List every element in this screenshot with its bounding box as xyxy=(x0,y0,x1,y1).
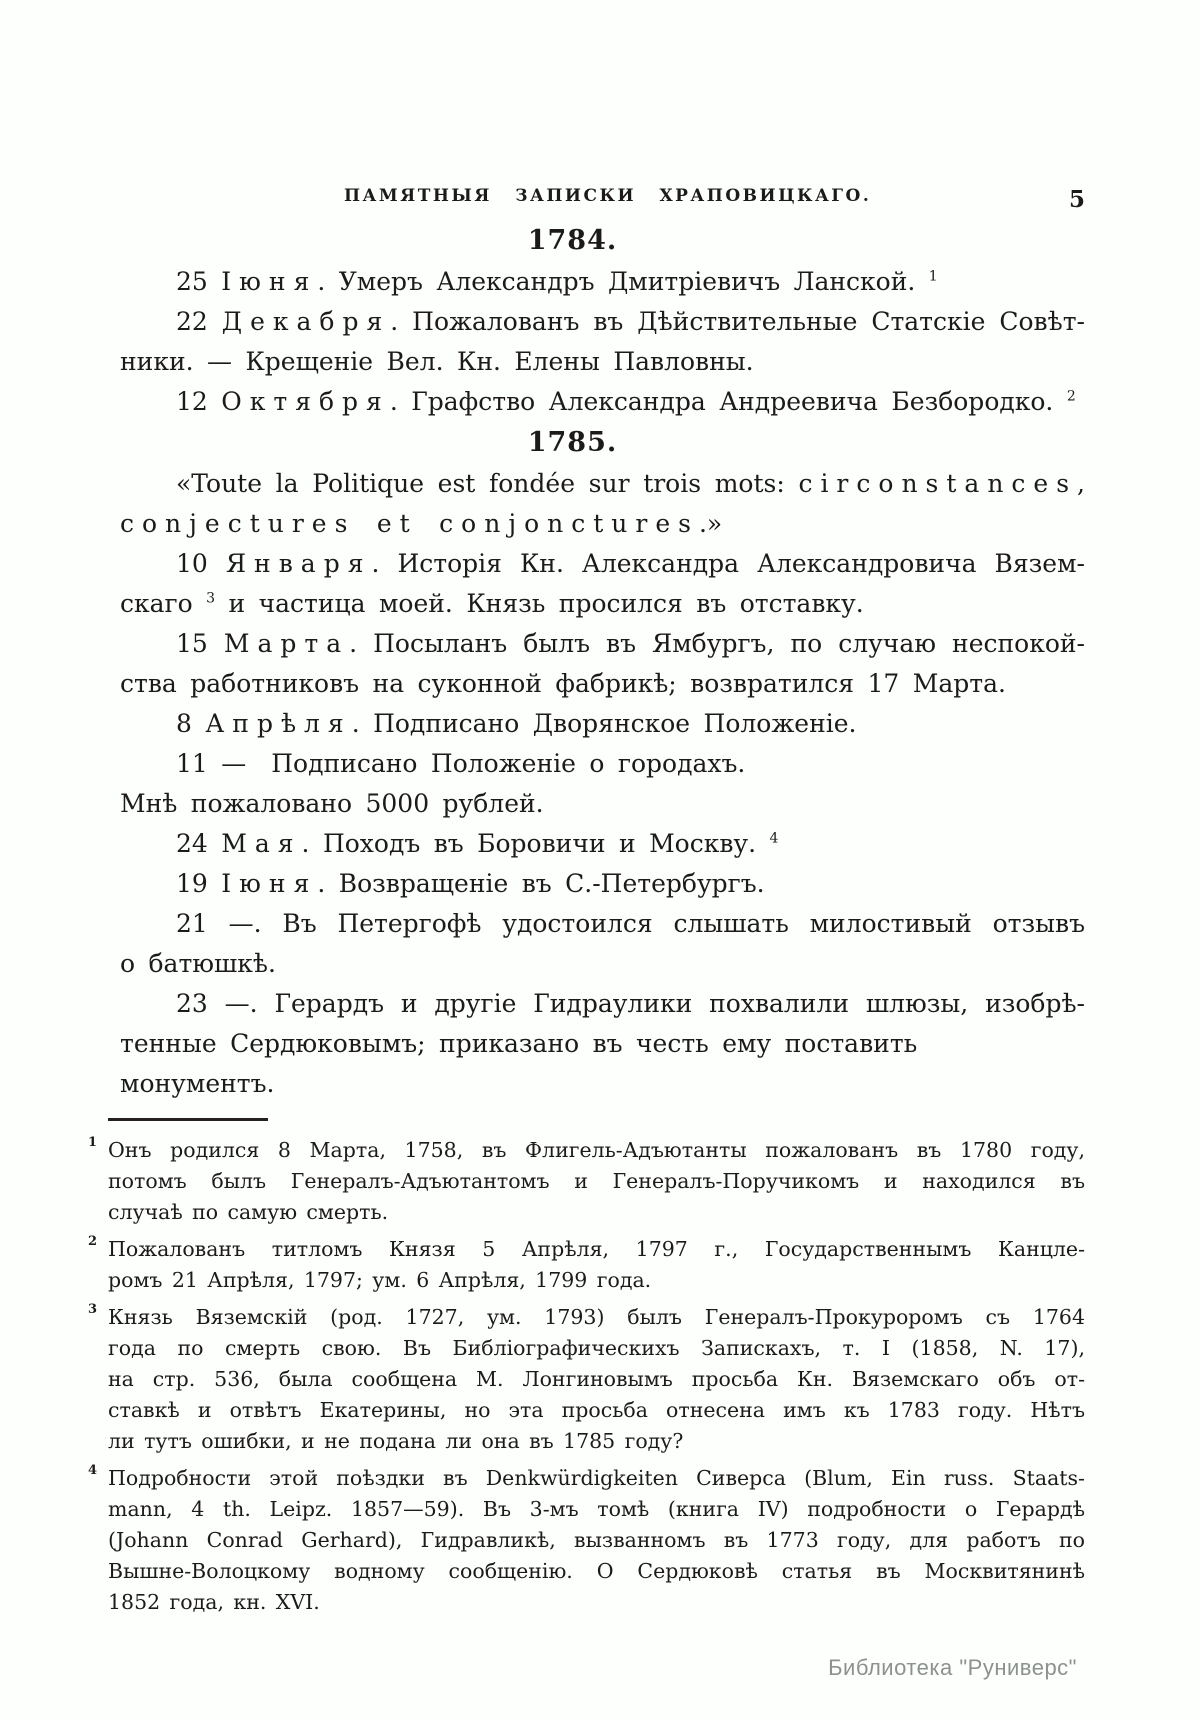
text-line: ства работниковъ на суконной фабрикѣ; возвратился 17 Марта. xyxy=(120,669,1006,698)
text-line: conjectures et conjonctures.» xyxy=(120,509,723,538)
text-block xyxy=(88,220,1085,1624)
text-line: 8 Апрѣля. Подписано Дворянское Положеніе. xyxy=(176,709,857,738)
text-line: «Toute la Politique est fondée sur trois mots: circonstances, xyxy=(176,469,1085,498)
text-line: тенные Сердюковымъ; приказано въ честь ему поставить монументъ. xyxy=(120,1029,918,1098)
footnotes xyxy=(88,1135,1085,1618)
footnote-line: на стр. 536, была сообщена М. Лонгиновымъ просьба Кн. Вяземскаго объ от- xyxy=(108,1367,1085,1391)
text-line: 22 Декабря. Пожалованъ въ Дѣйствительные Статскіе Совѣт- xyxy=(176,307,1085,336)
footnote-line: ли тутъ ошибки, и не подана ли она въ 1785 году? xyxy=(108,1429,684,1453)
text-line: 11 — Подписано Положеніе о городахъ. xyxy=(176,749,746,778)
page-body xyxy=(120,222,1085,1104)
text-line: Мнѣ пожаловано 5000 рублей. xyxy=(120,789,544,818)
footnote xyxy=(88,1302,1085,1457)
text-line: ники. — Крещеніе Вел. Кн. Елены Павловны. xyxy=(120,347,754,376)
footnote-separator-rule xyxy=(108,1118,268,1121)
footnote-ref: 1 xyxy=(928,268,938,285)
footnote-ref: 4 xyxy=(769,830,779,847)
footnote-number: 3 xyxy=(88,1302,98,1317)
footnote-line: Онъ родился 8 Марта, 1758, въ Флигель-Адъютанты пожалованъ въ 1780 году, xyxy=(108,1138,1085,1162)
footnote-line: Подробности этой поѣздки въ Denkwürdigkeiten Сиверса (Blum, Ein russ. Staats- xyxy=(108,1466,1085,1490)
footnote-ref: 2 xyxy=(1066,388,1076,405)
footnote-line: mann, 4 th. Leipz. 1857—59). Въ 3-мъ томѣ (книга IV) подробности о Герардѣ xyxy=(108,1497,1085,1521)
footnote-line: года по смерть свою. Въ Библіографическихъ Запискахъ, т. I (1858, N. 17), xyxy=(108,1336,1085,1360)
footnote-line: (Johann Conrad Gerhard), Гидравликѣ, вызванномъ въ 1773 году, для работъ по xyxy=(108,1528,1085,1552)
text-line: 21 —. Въ Петергофѣ удостоился слышать милостивый отзывъ xyxy=(176,909,1085,938)
year-heading: 1784. xyxy=(527,225,618,256)
footnote-number: 2 xyxy=(88,1234,98,1249)
footnote-line: ромъ 21 Апрѣля, 1797; ум. 6 Апрѣля, 1799 года. xyxy=(108,1268,652,1292)
page-number: 5 xyxy=(1068,186,1085,213)
text-line: 25 Іюня. Умеръ Александръ Дмитріевичъ Ланской. $^1$ xyxy=(176,267,938,296)
text-line: 10 Января. Исторія Кн. Александра Александровича Вязем- xyxy=(176,549,1085,578)
footnote xyxy=(88,1234,1085,1296)
text-line: 19 Іюня. Возвращеніе въ С.-Петербургъ. xyxy=(176,869,765,898)
footnote-line: Вышне-Волоцкому водному сообщенію. О Сердюковѣ статья въ Москвитянинѣ xyxy=(108,1559,1085,1583)
footnote-line: потомъ былъ Генералъ-Адъютантомъ и Генералъ-Поручикомъ и находился въ xyxy=(108,1169,1085,1193)
text-line: скаго $^3$ и частица моей. Князь просился въ отставку. xyxy=(120,589,864,618)
footnote-line: Пожалованъ титломъ Князя 5 Апрѣля, 1797 г., Государственнымъ Канцле- xyxy=(108,1237,1085,1261)
footnote-line: ставкѣ и отвѣтъ Екатерины, но эта просьба отнесена имъ къ 1783 году. Нѣтъ xyxy=(108,1398,1085,1422)
text-line: о батюшкѣ. xyxy=(120,949,276,978)
text-line: 23 —. Герардъ и другіе Гидраулики похвалили шлюзы, изобрѣ- xyxy=(176,989,1085,1018)
footnote-number: 1 xyxy=(88,1135,98,1150)
footnote-line: Князь Вяземскій (род. 1727, ум. 1793) былъ Генералъ-Прокуроромъ съ 1764 xyxy=(108,1305,1085,1329)
running-header xyxy=(120,186,1085,216)
footnote xyxy=(88,1135,1085,1228)
footnote-ref: 3 xyxy=(206,590,216,607)
footnote-line: случаѣ по самую смерть. xyxy=(108,1200,389,1224)
footnote-line: 1852 года, кн. XVI. xyxy=(108,1590,320,1614)
text-line: 12 Октября. Графство Александра Андреевича Безбородко. $^2$ xyxy=(176,387,1076,416)
library-watermark: Библиотека "Руниверс" xyxy=(828,1655,1077,1680)
year-heading: 1785. xyxy=(527,427,618,458)
text-line: 24 Мая. Походъ въ Боровичи и Москву. $^4$ xyxy=(176,829,779,858)
page-title: ПАМЯТНЫЯ ЗАПИСКИ ХРАПОВИЦКАГО. xyxy=(344,186,872,206)
footnote xyxy=(88,1463,1085,1618)
footnote-number: 4 xyxy=(88,1463,98,1478)
text-line: 15 Марта. Посыланъ былъ въ Ямбургъ, по случаю неспокой- xyxy=(176,629,1085,658)
